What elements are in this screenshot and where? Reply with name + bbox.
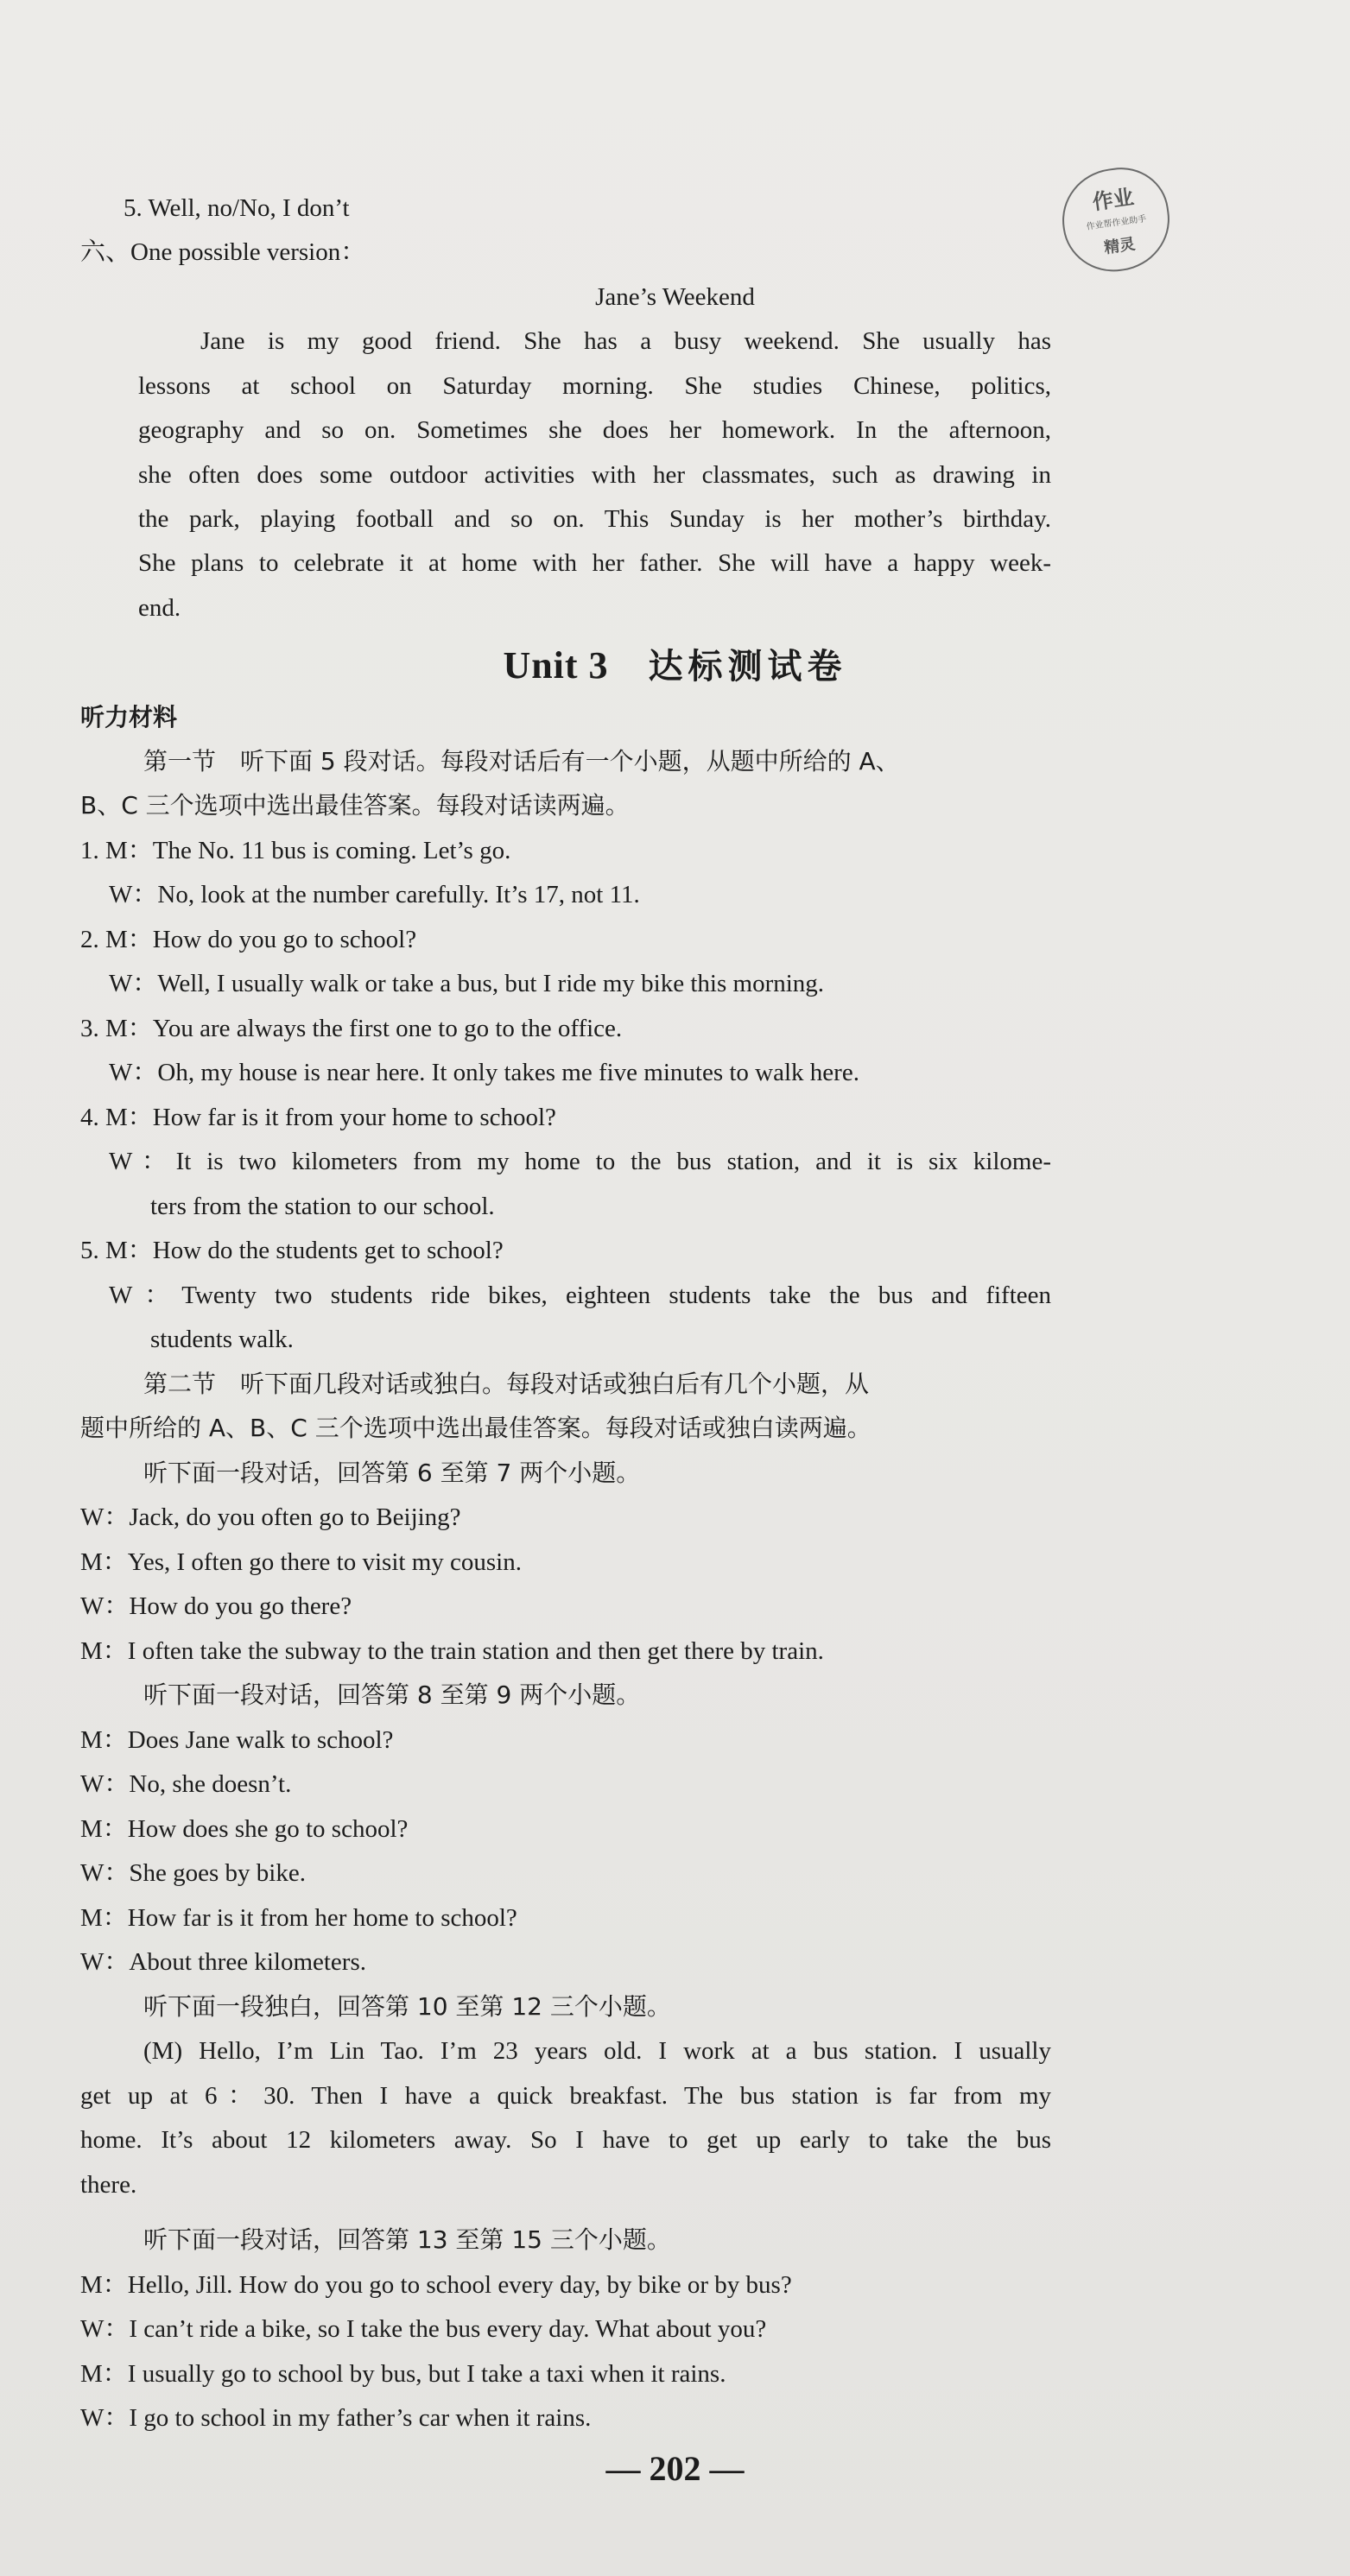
dialog-line: 2. M：How do you go to school? [80,926,417,953]
dialog-line: W：How do you go there? [80,1592,352,1620]
intro-13-15: 听下面一段对话，回答第 13 至第 15 三个小题。 [143,2225,671,2254]
answer-item-5: 5. Well, no/No, I don’t [124,194,350,222]
essay-line: Jane is my good friend. She has a busy weekend. She usually has [200,327,1051,355]
essay-line: She plans to celebrate it at home with her father. She will have a happy week- [138,549,1051,577]
page-number: — 202 — [605,2449,745,2488]
dialog-line: W：Jack, do you often go to Beijing? [80,1503,461,1531]
listening-label: 听力材料 [80,703,178,731]
intro-6-7: 听下面一段对话，回答第 6 至第 7 两个小题。 [143,1459,641,1487]
dialog-line: M：How does she go to school? [80,1815,409,1843]
dialog-line: W：Twenty two students ride bikes, eighteen students take the bus and fifteen [109,1282,1051,1309]
monologue-line: (M) Hello, I’m Lin Tao. I’m 23 years old. I work at a bus station. I usually [143,2037,1051,2065]
unit-subtitle: 达标测试卷 [648,647,847,687]
essay-line: she often does some outdoor activities with her classmates, such as drawing in [138,461,1051,489]
dialog-line: 4. M：How far is it from your home to school? [80,1104,556,1131]
part2-instruction: 第二节 听下面几段对话或独白。每段对话或独白后有几个小题，从 [143,1370,870,1398]
stamp-bottom-text: 精灵 [1103,235,1137,258]
monologue-line: get up at 6：30. Then I have a quick breakfast. The bus station is far from my [80,2082,1051,2110]
monologue-line: home. It’s about 12 kilometers away. So I have to get up early to take the bus [80,2126,1051,2154]
essay-line: the park, playing football and so on. This Sunday is her mother’s birthday. [138,505,1051,533]
dialog-line: W：I can’t ride a bike, so I take the bus every day. What about you? [80,2315,767,2343]
dialog-line: 1. M：The No. 11 bus is coming. Let’s go. [80,837,511,864]
dialog-line: M：I often take the subway to the train station and then get there by train. [80,1637,824,1665]
intro-8-9: 听下面一段对话，回答第 8 至第 9 两个小题。 [143,1680,641,1709]
dialog-line: M：Does Jane walk to school? [80,1726,394,1754]
dialog-line: M：Yes, I often go there to visit my cousin. [80,1548,522,1576]
dialog-line: M：Hello, Jill. How do you go to school every day, by bike or by bus? [80,2271,792,2299]
unit-heading [0,639,1350,688]
dialog-line: W：About three kilometers. [80,1948,366,1976]
dialog-line: W：No, she doesn’t. [80,1770,292,1798]
dialog-line: ters from the station to our school. [150,1193,495,1220]
part1-instruction: B、C 三个选项中选出最佳答案。每段对话读两遍。 [80,791,630,820]
dialog-line: W：It is two kilometers from my home to the bus station, and it is six kilome- [109,1148,1051,1175]
dialog-line: 3. M：You are always the first one to go to the office. [80,1015,623,1042]
essay-line: geography and so on. Sometimes she does her homework. In the afternoon, [138,416,1051,444]
essay-line: end. [138,594,181,622]
essay-title: Jane’s Weekend [595,283,755,311]
essay-line: lessons at school on Saturday morning. She studies Chinese, politics, [138,372,1051,400]
dialog-line: W：Well, I usually walk or take a bus, but I ride my bike this morning. [109,970,825,997]
dialog-line: students walk. [150,1326,294,1353]
part1-instruction: 第一节 听下面 5 段对话。每段对话后有一个小题，从题中所给的 A、 [143,747,900,775]
dialog-line: W：Oh, my house is near here. It only takes me five minutes to walk here. [109,1059,859,1086]
stamp-middle-text: 作业帮作业助手 [1086,214,1147,232]
section-6-heading: 六、One possible version： [80,238,366,266]
unit-title: Unit 3 [503,644,609,687]
intro-10-12: 听下面一段独白，回答第 10 至第 12 三个小题。 [143,1992,671,2021]
part2-instruction: 题中所给的 A、B、C 三个选项中选出最佳答案。每段对话或独白读两遍。 [80,1414,871,1442]
dialog-line: M：I usually go to school by bus, but I take a taxi when it rains. [80,2360,726,2388]
dialog-line: W：She goes by bike. [80,1859,306,1887]
dialog-line: W：No, look at the number carefully. It’s 17, not 11. [109,881,640,908]
monologue-line: there. [80,2171,137,2199]
homework-helper-stamp [1055,161,1176,278]
dialog-line: 5. M：How do the students get to school? [80,1237,504,1264]
dialog-line: M：How far is it from her home to school? [80,1904,517,1932]
dialog-line: W：I go to school in my father’s car when it rains. [80,2404,592,2432]
stamp-top-text: 作业 [1091,185,1136,215]
